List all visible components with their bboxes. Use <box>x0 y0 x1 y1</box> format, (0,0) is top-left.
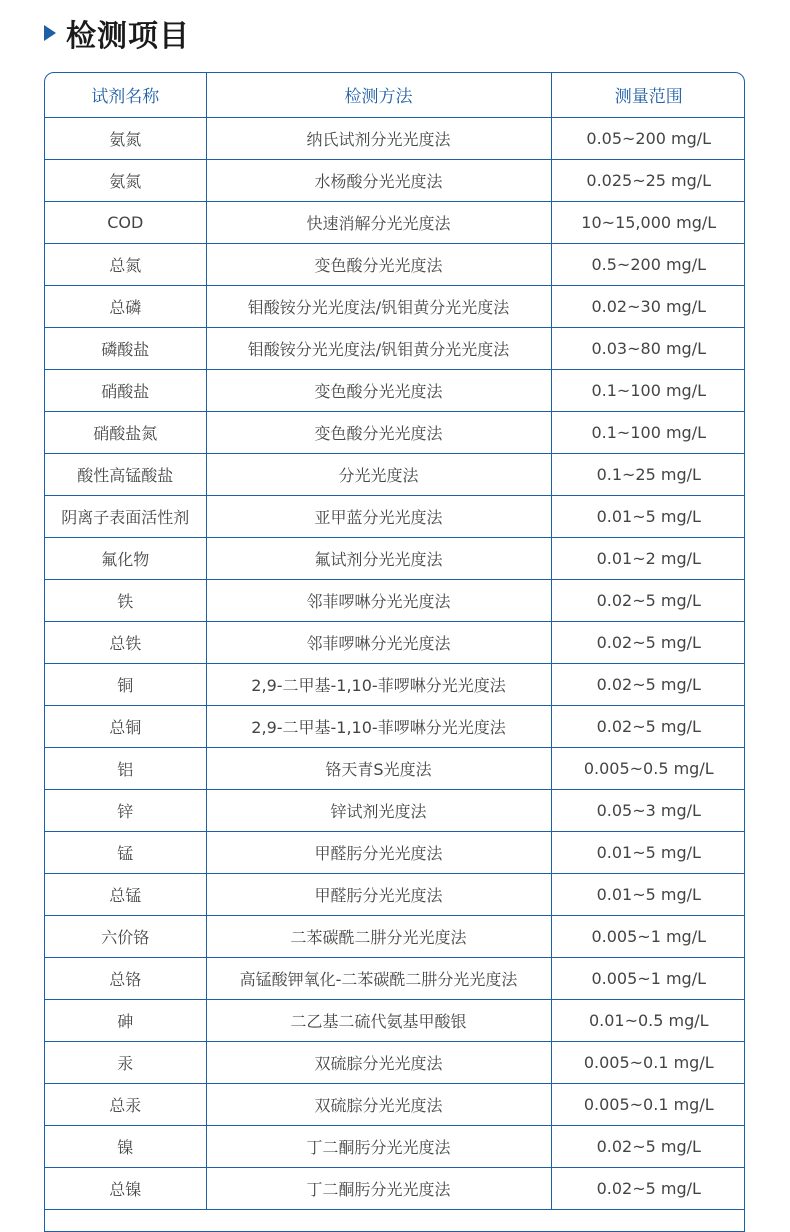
test-method-cell: 变色酸分光光度法 <box>206 369 551 411</box>
reagent-name-cell: 总磷 <box>45 285 206 327</box>
reagent-name-cell: 硝酸盐 <box>45 369 206 411</box>
measurement-range-cell: 0.005~1 mg/L <box>551 957 745 999</box>
column-header-reagent-name: 试剂名称 <box>45 73 206 117</box>
column-header-measurement-range: 测量范围 <box>551 73 745 117</box>
reagent-name-cell: 酸性高锰酸盐 <box>45 453 206 495</box>
test-method-cell: 亚甲蓝分光光度法 <box>206 495 551 537</box>
reagent-name-cell: 氨氮 <box>45 117 206 159</box>
measurement-range-cell: 0.02~5 mg/L <box>551 621 745 663</box>
measurement-range-cell: 0.1~100 mg/L <box>551 411 745 453</box>
reagent-name-cell: 阴离子表面活性剂 <box>45 495 206 537</box>
reagent-name-cell: 总铬 <box>45 957 206 999</box>
measurement-range-cell: 0.005~0.5 mg/L <box>551 747 745 789</box>
measurement-range-cell: 0.02~30 mg/L <box>551 285 745 327</box>
measurement-range-cell: 0.02~5 mg/L <box>551 705 745 747</box>
reagent-name-cell: 氟化物 <box>45 537 206 579</box>
reagent-name-cell: 铜 <box>45 663 206 705</box>
measurement-range-cell: 0.025~25 mg/L <box>551 159 745 201</box>
test-method-cell: 二苯碳酰二肼分光光度法 <box>206 915 551 957</box>
table-row <box>45 663 745 705</box>
reagent-name-cell: 锌 <box>45 789 206 831</box>
measurement-range-cell: 0.03~80 mg/L <box>551 327 745 369</box>
table-row <box>45 1083 745 1125</box>
measurement-range-cell: 0.1~100 mg/L <box>551 369 745 411</box>
reagent-name-cell: 铝 <box>45 747 206 789</box>
test-method-cell: 铬天青S光度法 <box>206 747 551 789</box>
measurement-range-cell: 0.05~200 mg/L <box>551 117 745 159</box>
table-row <box>45 747 745 789</box>
table-row <box>45 831 745 873</box>
measurement-range-cell: 0.02~5 mg/L <box>551 1167 745 1209</box>
table-row <box>45 999 745 1041</box>
reagent-name-cell: 锰 <box>45 831 206 873</box>
measurement-range-cell: 0.02~5 mg/L <box>551 579 745 621</box>
table-row <box>45 1125 745 1167</box>
triangle-marker-icon <box>44 25 56 41</box>
measurement-range-cell: 0.01~5 mg/L <box>551 873 745 915</box>
column-header-test-method: 检测方法 <box>206 73 551 117</box>
table-row <box>45 369 745 411</box>
test-method-cell: 变色酸分光光度法 <box>206 243 551 285</box>
reagent-name-cell: COD <box>45 201 206 243</box>
test-method-cell: 甲醛肟分光光度法 <box>206 873 551 915</box>
reagent-name-cell: 总镍 <box>45 1167 206 1209</box>
test-method-cell: 锌试剂光度法 <box>206 789 551 831</box>
test-method-cell: 高锰酸钾氧化-二苯碳酰二肼分光光度法 <box>206 957 551 999</box>
table-row <box>45 327 745 369</box>
measurement-range-cell: 0.01~0.5 mg/L <box>551 999 745 1041</box>
table-row <box>45 411 745 453</box>
table-row <box>45 705 745 747</box>
reagent-name-cell: 总汞 <box>45 1083 206 1125</box>
measurement-range-cell: 0.5~200 mg/L <box>551 243 745 285</box>
section-header <box>44 10 190 56</box>
table-row <box>45 453 745 495</box>
measurement-range-cell: 0.01~5 mg/L <box>551 831 745 873</box>
measurement-range-cell: 0.1~25 mg/L <box>551 453 745 495</box>
test-method-cell: 钼酸铵分光光度法/钒钼黄分光光度法 <box>206 285 551 327</box>
measurement-range-cell: 10~15,000 mg/L <box>551 201 745 243</box>
test-method-cell: 钼酸铵分光光度法/钒钼黄分光光度法 <box>206 327 551 369</box>
test-method-cell: 邻菲啰啉分光光度法 <box>206 579 551 621</box>
reagent-name-cell: 铁 <box>45 579 206 621</box>
table-row <box>45 957 745 999</box>
table-row <box>45 201 745 243</box>
measurement-range-cell: 0.01~2 mg/L <box>551 537 745 579</box>
reagent-name-cell: 六价铬 <box>45 915 206 957</box>
test-method-cell: 双硫腙分光光度法 <box>206 1041 551 1083</box>
reagent-name-cell: 总氮 <box>45 243 206 285</box>
table-header-row <box>45 73 745 117</box>
test-method-cell: 双硫腙分光光度法 <box>206 1083 551 1125</box>
table-row <box>45 1041 745 1083</box>
table-row <box>45 537 745 579</box>
test-method-cell: 二乙基二硫代氨基甲酸银 <box>206 999 551 1041</box>
table-body <box>45 117 745 1209</box>
reagent-name-cell: 磷酸盐 <box>45 327 206 369</box>
reagent-name-cell: 砷 <box>45 999 206 1041</box>
measurement-range-cell: 0.05~3 mg/L <box>551 789 745 831</box>
reagent-name-cell: 氨氮 <box>45 159 206 201</box>
table-row <box>45 117 745 159</box>
table-row <box>45 915 745 957</box>
reagent-name-cell: 镍 <box>45 1125 206 1167</box>
reagent-name-cell: 总锰 <box>45 873 206 915</box>
table-row <box>45 1167 745 1209</box>
test-method-cell: 2,9-二甲基-1,10-菲啰啉分光光度法 <box>206 663 551 705</box>
test-method-cell: 氟试剂分光光度法 <box>206 537 551 579</box>
table-row <box>45 159 745 201</box>
test-method-cell: 水杨酸分光光度法 <box>206 159 551 201</box>
reagent-name-cell: 汞 <box>45 1041 206 1083</box>
table-row <box>45 243 745 285</box>
test-method-cell: 纳氏试剂分光光度法 <box>206 117 551 159</box>
table-row <box>45 285 745 327</box>
test-method-cell: 分光光度法 <box>206 453 551 495</box>
test-method-cell: 甲醛肟分光光度法 <box>206 831 551 873</box>
measurement-range-cell: 0.02~5 mg/L <box>551 663 745 705</box>
table-row <box>45 621 745 663</box>
measurement-range-cell: 0.01~5 mg/L <box>551 495 745 537</box>
test-method-cell: 快速消解分光光度法 <box>206 201 551 243</box>
test-method-cell: 变色酸分光光度法 <box>206 411 551 453</box>
test-method-cell: 丁二酮肟分光光度法 <box>206 1167 551 1209</box>
measurement-range-cell: 0.005~0.1 mg/L <box>551 1083 745 1125</box>
table-row <box>45 789 745 831</box>
table-row <box>45 495 745 537</box>
measurement-range-cell: 0.02~5 mg/L <box>551 1125 745 1167</box>
table-row <box>45 579 745 621</box>
test-method-cell: 邻菲啰啉分光光度法 <box>206 621 551 663</box>
reagent-name-cell: 硝酸盐氮 <box>45 411 206 453</box>
test-method-cell: 2,9-二甲基-1,10-菲啰啉分光光度法 <box>206 705 551 747</box>
reagent-name-cell: 总铜 <box>45 705 206 747</box>
test-method-cell: 丁二酮肟分光光度法 <box>206 1125 551 1167</box>
measurement-range-cell: 0.005~0.1 mg/L <box>551 1041 745 1083</box>
measurement-range-cell: 0.005~1 mg/L <box>551 915 745 957</box>
table-row <box>45 873 745 915</box>
test-items-table <box>44 72 745 1232</box>
section-title: 检测项目 <box>66 19 190 54</box>
reagent-name-cell: 总铁 <box>45 621 206 663</box>
